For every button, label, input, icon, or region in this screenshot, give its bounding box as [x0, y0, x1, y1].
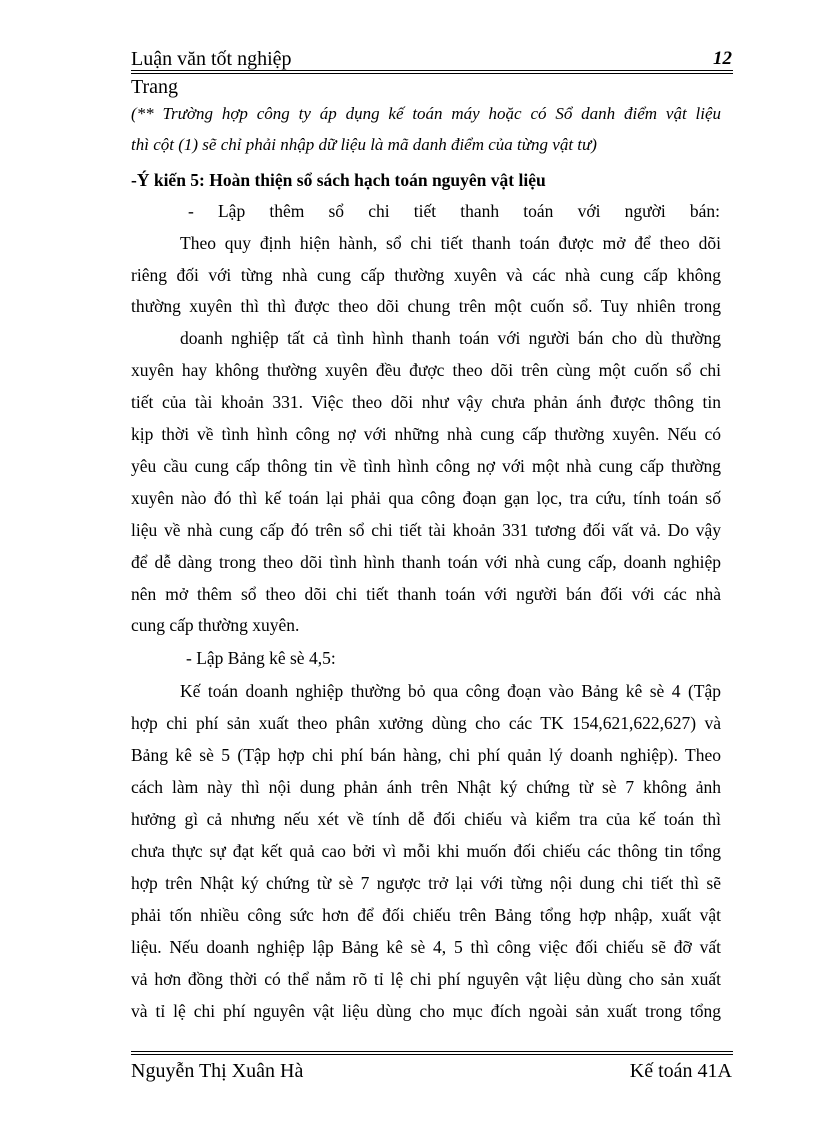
footer-rule [131, 1054, 733, 1055]
note-line-2: thì cột (1) sẽ chỉ phải nhập dữ liệu là mã danh điểm của từng vật tư) [131, 135, 597, 154]
para2-line-4: Bảng kê sè 5 (Tập hợp chi phí bán hàng, chi phí quản lý doanh nghiệp). Theo [131, 745, 721, 765]
header-rule [131, 70, 733, 71]
para1-line-9: yêu cầu cung cấp thông tin về tình hình công nợ với một nhà cung cấp thường [131, 456, 721, 476]
para1-line-7: tiết của tài khoản 331. Việc theo dõi như vậy chưa phản ánh được thông tin [131, 392, 721, 412]
para2-line-8: hợp trên Nhật ký chứng từ sè 7 ngược trở lại với từng nội dung chi tiết thì sẽ [131, 873, 721, 893]
footer-class: Kế toán 41A [629, 1060, 732, 1082]
para2-line-11: vả hơn đồng thời có thể nắm rõ tỉ lệ chi phí nguyên vật liệu dùng cho sản xuất [131, 969, 721, 989]
trang-label: Trang [131, 76, 179, 98]
para2-line-9: phải tốn nhiều công sức hơn để đối chiếu trên Bảng tổng hợp nhập, xuất vật [131, 905, 721, 925]
para2-line-12: và tỉ lệ chi phí nguyên vật liệu dùng cho mục đích ngoài sản xuất trong tổng [131, 1001, 721, 1021]
para1-line-10: xuyên nào đó thì kế toán lại phải qua công đoạn gạn lọc, tra cứu, tính toán số [131, 488, 721, 508]
para1-line-11: liệu về nhà cung cấp đó trên sổ chi tiết tài khoản 331 tương đối vất vả. Do vậy [131, 520, 721, 540]
para2-line-10: liệu. Nếu doanh nghiệp lập Bảng kê sè 4, 5 thì công việc đối chiếu sẽ đỡ vất [131, 937, 721, 957]
para1-line-6: xuyên hay không thường xuyên đều được theo dõi trên cùng một cuốn sổ chi [131, 360, 721, 380]
para2-line-7: chưa thực sự đạt kết quả cao bởi vì mỗi khi muốn đối chiếu các thông tin tổng [131, 841, 721, 861]
footer-author: Nguyễn Thị Xuân Hà [131, 1060, 304, 1082]
section-heading: -Ý kiến 5: Hoàn thiện sổ sách hạch toán nguyên vật liệu [131, 170, 546, 190]
para2-line-1: - Lập Bảng kê sè 4,5: [186, 648, 336, 668]
running-header-title: Luận văn tốt nghiệp [131, 48, 292, 70]
para2-line-6: hưởng gì cả nhưng nếu xét về tính dễ đối chiếu và kiểm tra của kế toán thì [131, 809, 721, 829]
para1-line-8: kịp thời về tình hình công nợ với những nhà cung cấp thường xuyên. Nếu có [131, 424, 721, 444]
para2-line-5: cách làm này thì nội dung phản ánh trên Nhật ký chứng từ sè 7 không ảnh [131, 777, 721, 797]
para1-line-5: doanh nghiệp tất cả tình hình thanh toán với người bán cho dù thường [180, 328, 721, 348]
header-rule-thin [131, 73, 733, 74]
para1-line-14: cung cấp thường xuyên. [131, 615, 300, 635]
para1-line-12: để dễ dàng trong theo dõi tình hình thanh toán với nhà cung cấp, doanh nghiệp [131, 552, 721, 572]
footer-rule-thin [131, 1051, 733, 1052]
para2-line-3: hợp chi phí sản xuất theo phân xưởng dùng cho các TK 154,621,622,627) và [131, 713, 721, 733]
note-line-1: (** Trường hợp công ty áp dụng kế toán máy hoặc có Sổ danh điểm vật liệu [131, 104, 721, 123]
para1-line-2: Theo quy định hiện hành, sổ chi tiết thanh toán được mở để theo dõi [180, 233, 721, 253]
para1-line-13: nên mở thêm sổ theo dõi chi tiết thanh toán với người bán đối với các nhà [131, 584, 721, 604]
para1-line-3: riêng đối với từng nhà cung cấp thường xuyên và các nhà cung cấp không [131, 265, 721, 285]
page-number: 12 [713, 48, 732, 69]
para1-line-1: - Lập thêm sổ chi tiết thanh toán với người bán: [188, 201, 720, 221]
para2-line-2: Kế toán doanh nghiệp thường bỏ qua công đoạn vào Bảng kê sè 4 (Tập [180, 681, 721, 701]
para1-line-4: thường xuyên thì thì được theo dõi chung trên một cuốn sổ. Tuy nhiên trong [131, 296, 721, 316]
